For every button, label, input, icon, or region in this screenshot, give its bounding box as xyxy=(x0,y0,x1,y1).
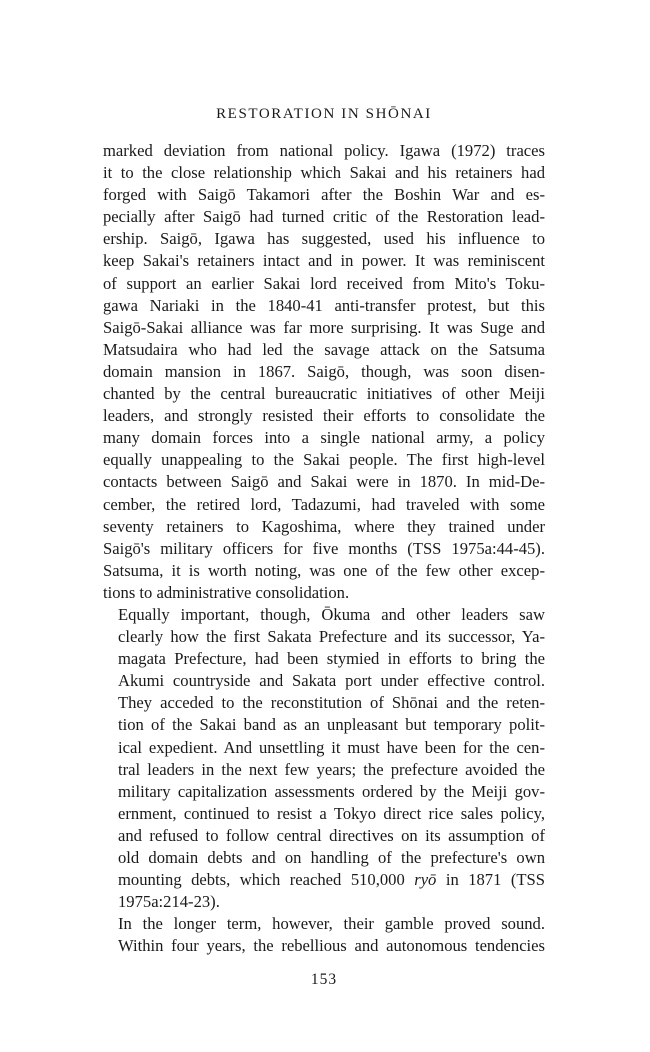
text-line: Equally important, though, Ōkuma and other leaders saw xyxy=(118,604,545,624)
text-line: They acceded to the reconstitution of Shōnai and the reten- xyxy=(118,693,545,713)
text-line: many domain forces into a single national army, a policy xyxy=(103,428,545,448)
page-number: 153 xyxy=(310,971,338,989)
text-line: marked deviation from national policy. Igawa (1972) traces xyxy=(103,141,545,160)
text-line: tion of the Sakai band as an unpleasant but temporary polit- xyxy=(118,715,545,735)
text-line: tions to administrative consolidation. xyxy=(103,582,350,602)
text-line: seventy retainers to Kagoshima, where they trained under xyxy=(103,516,545,536)
running-head: RESTORATION IN SHŌNAI xyxy=(216,106,432,122)
text-line: In the longer term, however, their gamble proved sound. xyxy=(118,914,545,934)
text-line: clearly how the first Sakata Prefecture and its successor, Ya- xyxy=(118,627,545,647)
text-line: and refused to follow central directives on its assumption of xyxy=(118,825,545,845)
text-line: leaders, and strongly resisted their efforts to consolidate the xyxy=(103,406,545,426)
text-line: 1975a:214-23). xyxy=(118,892,220,912)
text-line: gawa Nariaki in the 1840-41 anti-transfer protest, but this xyxy=(103,295,545,315)
body-text xyxy=(103,140,545,957)
paragraph-3 xyxy=(103,913,545,957)
text-line: ership. Saigō, Igawa has suggested, used his influence to xyxy=(103,229,545,249)
text-line: forged with Saigō Takamori after the Boshin War and es- xyxy=(103,185,545,205)
text-line: domain mansion in 1867. Saigō, though, was soon disen- xyxy=(103,361,545,381)
text-line: Saigō-Sakai alliance was far more surprising. It was Suge and xyxy=(103,317,545,337)
text-line: mounting debts, which reached 510,000 ryō in 1871 (TSS xyxy=(118,870,545,890)
paragraph-1 xyxy=(103,140,545,604)
paragraph-2 xyxy=(103,604,545,913)
text-line: contacts between Saigō and Sakai were in 1870. In mid-De- xyxy=(103,472,545,492)
text-line: old domain debts and on handling of the prefecture's own xyxy=(118,848,545,867)
text-line: military capitalization assessments ordered by the Meiji gov- xyxy=(118,781,545,801)
text-line: ical expedient. And unsettling it must have been for the cen- xyxy=(118,737,545,757)
text-line: cember, the retired lord, Tadazumi, had traveled with some xyxy=(103,494,545,514)
text-line: tral leaders in the next few years; the prefecture avoided the xyxy=(118,759,545,779)
text-line: pecially after Saigō had turned critic of the Restoration lead- xyxy=(103,207,545,227)
text-line: magata Prefecture, had been stymied in efforts to bring the xyxy=(118,649,545,669)
text-line: of support an earlier Sakai lord received from Mito's Toku- xyxy=(103,273,545,293)
text-line: keep Sakai's retainers intact and in power. It was reminiscent xyxy=(103,251,545,271)
text-line: Matsudaira who had led the savage attack on the Satsuma xyxy=(103,339,545,359)
text-line: ernment, continued to resist a Tokyo direct rice sales policy, xyxy=(118,803,545,823)
book-page xyxy=(103,104,545,990)
text-line: Within four years, the rebellious and autonomous tendencies xyxy=(118,936,545,956)
text-line: Satsuma, it is worth noting, was one of the few other excep- xyxy=(103,560,545,580)
text-line: chanted by the central bureaucratic initiatives of other Meiji xyxy=(103,384,545,404)
text-line: it to the close relationship which Sakai and his retainers had xyxy=(103,163,545,183)
text-line: Saigō's military officers for five months (TSS 1975a:44-45). xyxy=(103,538,545,558)
text-line: equally unappealing to the Sakai people. The first high-level xyxy=(103,450,545,470)
text-line: Akumi countryside and Sakata port under effective control. xyxy=(118,671,545,691)
